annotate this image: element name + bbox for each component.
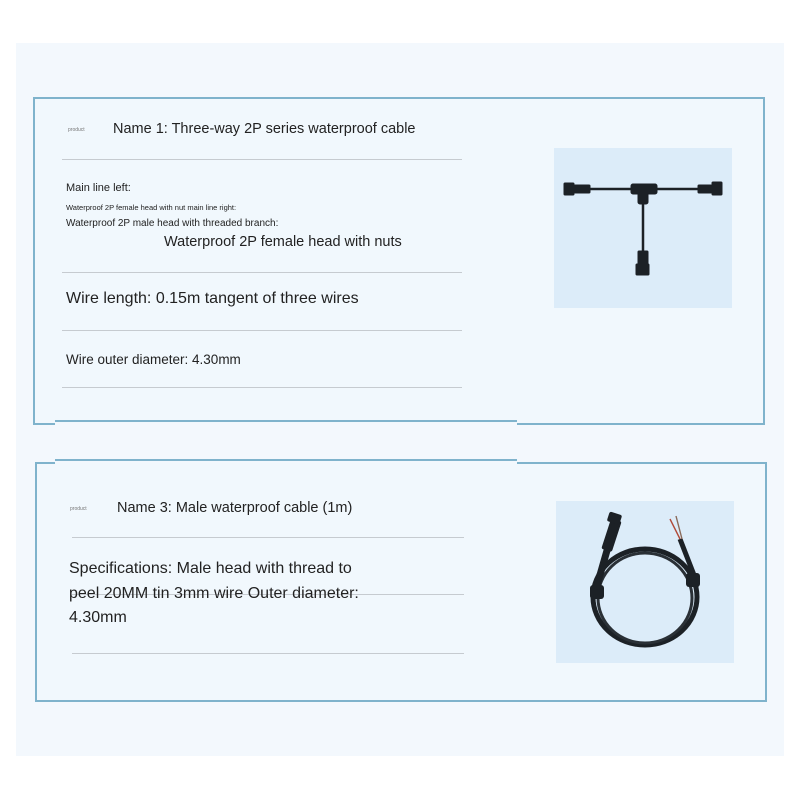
product-title: Name 3: Male waterproof cable (1m) [117, 500, 353, 516]
divider [72, 653, 464, 654]
card-2-border-right [765, 462, 767, 702]
spec-branch-value: Waterproof 2P female head with nuts [164, 234, 402, 250]
t-splitter-cable-photo-icon [554, 148, 732, 308]
divider [62, 330, 462, 331]
card-1-border-left [33, 97, 35, 425]
card-1-border-bottom-a [33, 423, 55, 425]
card-2-border-bottom [35, 700, 767, 702]
divider [62, 387, 462, 388]
spec-wire-length: Wire length: 0.15m tangent of three wires [66, 290, 359, 307]
coiled-male-cable-photo-icon [556, 501, 734, 663]
divider [72, 537, 464, 538]
spec-main-line-right-value: Waterproof 2P male head with threaded branch: [66, 218, 279, 229]
card-1-border-right [763, 97, 765, 425]
divider [62, 159, 462, 160]
card-2-border-top-c [517, 462, 767, 464]
card-1-border-bottom-b [55, 420, 517, 422]
spec-line-1: Specifications: Male head with thread to [69, 560, 352, 577]
card-1-border-bottom-c [517, 423, 765, 425]
spec-line-3: 4.30mm [69, 609, 127, 626]
card-2-border-left [35, 462, 37, 702]
spec-main-line-left-label: Main line left: [66, 182, 131, 194]
card-1-border-top [33, 97, 765, 99]
card-2-border-top-b [55, 459, 517, 461]
product-title: Name 1: Three-way 2P series waterproof cable [113, 121, 416, 137]
spec-outer-diameter: Wire outer diameter: 4.30mm [66, 352, 241, 367]
product-tag: product [70, 506, 87, 512]
spec-main-line-left-value: Waterproof 2P female head with nut main line right: [66, 203, 237, 212]
product-tag: product [68, 127, 85, 133]
divider [62, 272, 462, 273]
card-2-border-top-a [35, 462, 55, 464]
spec-line-2: peel 20MM tin 3mm wire Outer diameter: [69, 585, 359, 602]
